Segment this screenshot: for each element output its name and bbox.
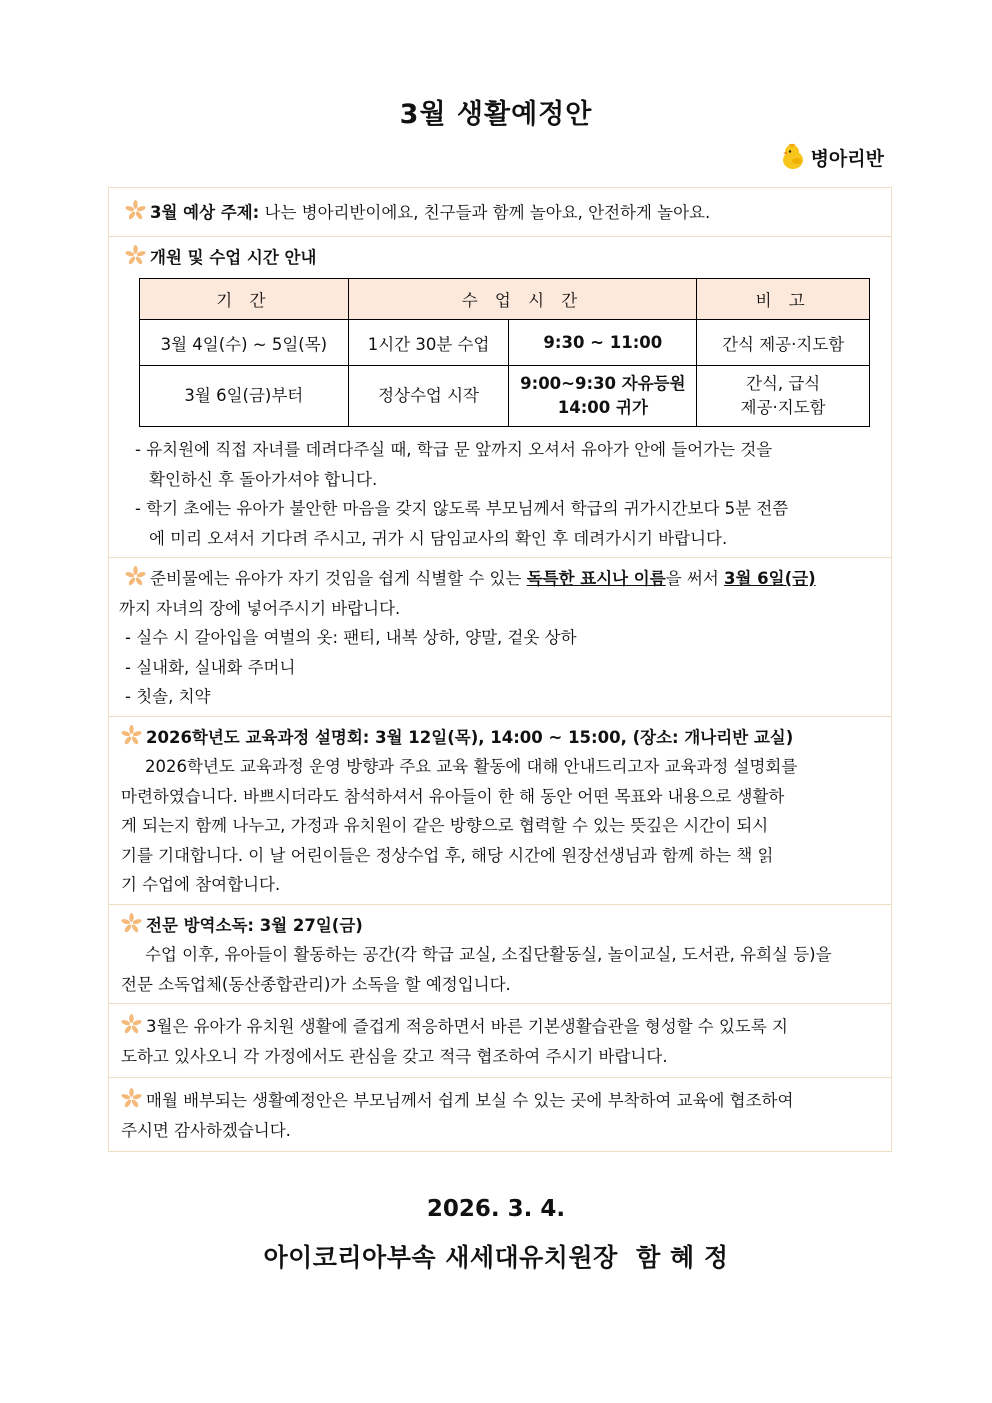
asterisk-flower-icon <box>121 1014 142 1035</box>
asterisk-flower-icon <box>121 913 142 934</box>
table-header: 비 고 <box>697 279 870 320</box>
disinfection-line: 수업 이후, 유아들이 활동하는 공간(각 학급 교실, 소집단활동실, 놀이교실, 도서관, 유희실 등)을 <box>145 945 832 964</box>
asterisk-flower-icon <box>121 725 142 746</box>
table-header: 수 업 시 간 <box>348 279 697 320</box>
monthly-section <box>109 1078 891 1151</box>
schedule-table <box>139 278 870 427</box>
table-cell <box>697 366 870 427</box>
table-header: 기 간 <box>140 279 349 320</box>
table-cell: 간식 제공·지도함 <box>697 320 870 366</box>
content-box <box>108 187 892 1152</box>
monthly-line: 매월 배부되는 생활예정안은 부모님께서 쉽게 보실 수 있는 곳에 부착하여 교육에 협조하여 <box>146 1091 794 1110</box>
note-line: 확인하신 후 돌아가셔야 합니다. <box>149 469 378 489</box>
theme-text: 나는 병아리반이에요, 친구들과 함께 놀아요, 안전하게 놀아요. <box>259 203 711 222</box>
table-cell: 9:30 ~ 11:00 <box>509 320 697 366</box>
table-cell-line: 14:00 귀가 <box>557 398 648 417</box>
disinfection-heading: 전문 방역소독: 3월 27일(금) <box>146 915 363 935</box>
disinfection-section <box>109 905 891 1005</box>
habits-line: 3월은 유아가 유치원 생활에 즐겁게 적응하면서 바른 기본생활습관을 형성할 수 있도록 지 <box>146 1017 788 1036</box>
page-title: 3월 생활예정안 <box>399 99 593 130</box>
supplies-highlight: 독특한 표시나 이름 <box>526 569 666 588</box>
supplies-deadline: 3월 6일(금) <box>724 569 816 588</box>
class-name-text: 병아리반 <box>810 147 884 170</box>
supply-item: - 실수 시 갈아입을 여벌의 옷: 팬티, 내복 상하, 양말, 겉옷 상하 <box>125 628 577 647</box>
hours-heading: 개원 및 수업 시간 안내 <box>150 247 317 267</box>
table-cell: 1시간 30분 수업 <box>348 320 509 366</box>
table-cell-line: 제공·지도함 <box>740 398 826 417</box>
disinfection-line: 전문 소독업체(동산종합관리)가 소독을 할 예정입니다. <box>121 974 511 994</box>
briefing-line: 기를 기대합니다. 이 날 어린이들은 정상수업 후, 해당 시간에 원장선생님과 함께 하는 책 읽 <box>121 845 774 865</box>
table-cell-line: 간식, 급식 <box>746 374 821 393</box>
theme-label: 3월 예상 주제: <box>150 203 260 222</box>
class-label <box>779 143 884 171</box>
issue-date: 2026. 3. 4. <box>426 1196 566 1222</box>
table-cell: 정상수업 시작 <box>348 366 509 427</box>
table-cell: 3월 4일(수) ~ 5일(목) <box>140 320 349 366</box>
asterisk-flower-icon <box>125 566 146 587</box>
hours-section <box>109 237 891 559</box>
signature: 아이코리아부속 새세대유치원장 함 혜 정 <box>263 1243 729 1272</box>
supplies-intro: 을 써서 <box>665 569 725 588</box>
chick-icon <box>779 143 807 171</box>
briefing-heading: 2026학년도 교육과정 설명회: 3월 12일(목), 14:00 ~ 15:00, (장소: 개나리반 교실) <box>146 727 794 747</box>
briefing-line: 게 되는지 함께 나누고, 가정과 유치원이 같은 방향으로 협력할 수 있는 뜻깊은 시간이 되시 <box>121 816 769 835</box>
supplies-intro: 준비물에는 유아가 자기 것임을 쉽게 식별할 수 있는 <box>150 569 527 588</box>
briefing-line: 2026학년도 교육과정 운영 방향과 주요 교육 활동에 대해 안내드리고자 교육과정 설명회를 <box>145 757 798 776</box>
briefing-line: 기 수업에 참여합니다. <box>121 875 281 894</box>
supplies-intro-cont: 까지 자녀의 장에 넣어주시기 바랍니다. <box>119 598 401 618</box>
note-line: - 유치원에 직접 자녀를 데려다주실 때, 학급 문 앞까지 오셔서 유아가 안에 들어가는 것을 <box>135 440 773 459</box>
supply-item: - 칫솔, 치약 <box>125 687 211 706</box>
table-cell: 3월 6일(금)부터 <box>140 366 349 427</box>
monthly-line: 주시면 감사하겠습니다. <box>121 1120 291 1140</box>
supply-item: - 실내화, 실내화 주머니 <box>125 657 296 677</box>
table-cell-line: 9:00~9:30 자유등원 <box>520 374 686 393</box>
asterisk-flower-icon <box>121 1088 142 1109</box>
asterisk-flower-icon <box>125 245 146 266</box>
table-cell <box>509 366 697 427</box>
briefing-section <box>109 717 891 905</box>
asterisk-flower-icon <box>125 200 146 221</box>
supplies-section <box>109 558 891 717</box>
note-line: 에 미리 오셔서 기다려 주시고, 귀가 시 담임교사의 확인 후 데려가시기 바랍니다. <box>149 528 728 548</box>
habits-section <box>109 1004 891 1078</box>
theme-section <box>109 188 891 237</box>
note-line: - 학기 초에는 유아가 불안한 마음을 갖지 않도록 부모님께서 학급의 귀가시간보다 5분 전쯤 <box>135 499 789 518</box>
briefing-line: 마련하였습니다. 바쁘시더라도 참석하셔서 유아들이 한 해 동안 어떤 목표와 내용으로 생활하 <box>121 786 785 806</box>
habits-line: 도하고 있사오니 각 가정에서도 관심을 갖고 적극 협조하여 주시기 바랍니다. <box>121 1046 668 1066</box>
